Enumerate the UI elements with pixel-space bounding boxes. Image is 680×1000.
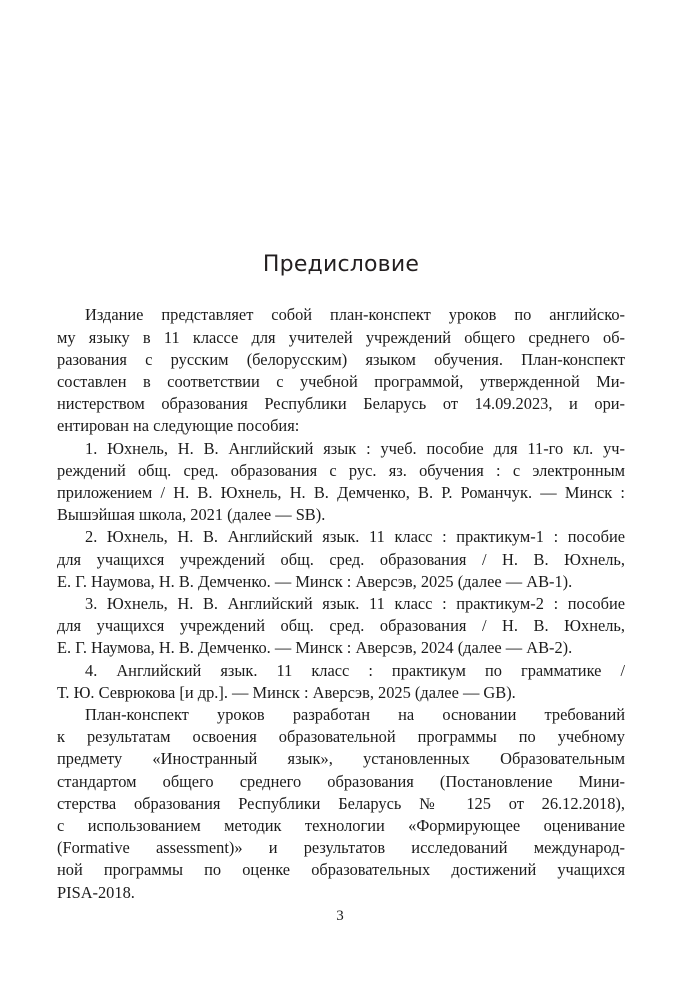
text-line: ной программы по оценке образовательных достижений учащихся [57, 860, 625, 880]
text-line: для учащихся учреждений общ. сред. образования / Н. В. Юхнель, [57, 549, 625, 569]
reference-item [57, 438, 625, 527]
text-line: ентирован на следующие пособия: [57, 416, 300, 436]
text-line: для учащихся учреждений общ. сред. образования / Н. В. Юхнель, [57, 616, 625, 636]
text-line: 4. Английский язык. 11 класс : практикум по грамматике / [85, 660, 625, 680]
page-title: Предисловие [262, 252, 420, 277]
page-number: 3 [336, 908, 344, 924]
text-line: Т. Ю. Севрюкова [и др.]. — Минск : Аверсэв, 2025 (далее — GB). [57, 682, 516, 702]
text-line: 2. Юхнель, Н. В. Английский язык. 11 класс : практикум-1 : пособие [85, 527, 625, 547]
body-paragraph [57, 304, 625, 437]
text-line: Е. Г. Наумова, Н. В. Демченко. — Минск : Аверсэв, 2024 (далее — AB-2). [57, 638, 573, 658]
text-line: составлен в соответствии с учебной программой, утвержденной Ми- [57, 372, 625, 391]
text-line: нистерством образования Республики Беларусь от 14.09.2023, и ори- [57, 394, 625, 414]
text-line: План-конспект уроков разработан на основании требований [85, 705, 625, 725]
text-line: 3. Юхнель, Н. В. Английский язык. 11 класс : практикум-2 : пособие [85, 594, 625, 614]
text-line: PISA-2018. [57, 882, 135, 902]
text-line: (Formative assessment)» и результатов исследований международ- [57, 838, 625, 858]
text-line: разования с русским (белорусским) языком обучения. План-конспект [57, 349, 625, 369]
text-line: приложением / Н. В. Юхнель, Н. В. Демченко, В. Р. Романчук. — Минск : [57, 483, 625, 503]
body-content [57, 304, 625, 903]
text-line: 1. Юхнель, Н. В. Английский язык : учеб. пособие для 11-го кл. уч- [85, 438, 625, 458]
page-content [57, 252, 625, 904]
text-line: Вышэйшая школа, 2021 (далее — SB). [57, 505, 326, 525]
text-line: к результатам освоения образовательной программы по учебному [57, 727, 625, 747]
text-line: му языку в 11 классе для учителей учреждений общего среднего об- [57, 327, 625, 347]
reference-item [57, 660, 625, 704]
text-line: стерства образования Республики Беларусь № 125 от 26.12.2018), [57, 793, 625, 813]
reference-item [57, 593, 625, 660]
body-paragraph [57, 704, 625, 904]
text-line: Издание представляет собой план-конспект уроков по английско- [85, 305, 625, 325]
text-line: предмету «Иностранный язык», установленных Образовательным [57, 749, 625, 769]
text-line: с использованием методик технологии «Формирующее оценивание [57, 816, 625, 836]
reference-item [57, 526, 625, 593]
text-line: стандартом общего среднего образования (Постановление Мини- [57, 771, 625, 791]
text-line: реждений общ. сред. образования с рус. яз. обучения : с электронным [57, 460, 625, 480]
text-line: Е. Г. Наумова, Н. В. Демченко. — Минск : Аверсэв, 2025 (далее — AB-1). [57, 571, 573, 591]
